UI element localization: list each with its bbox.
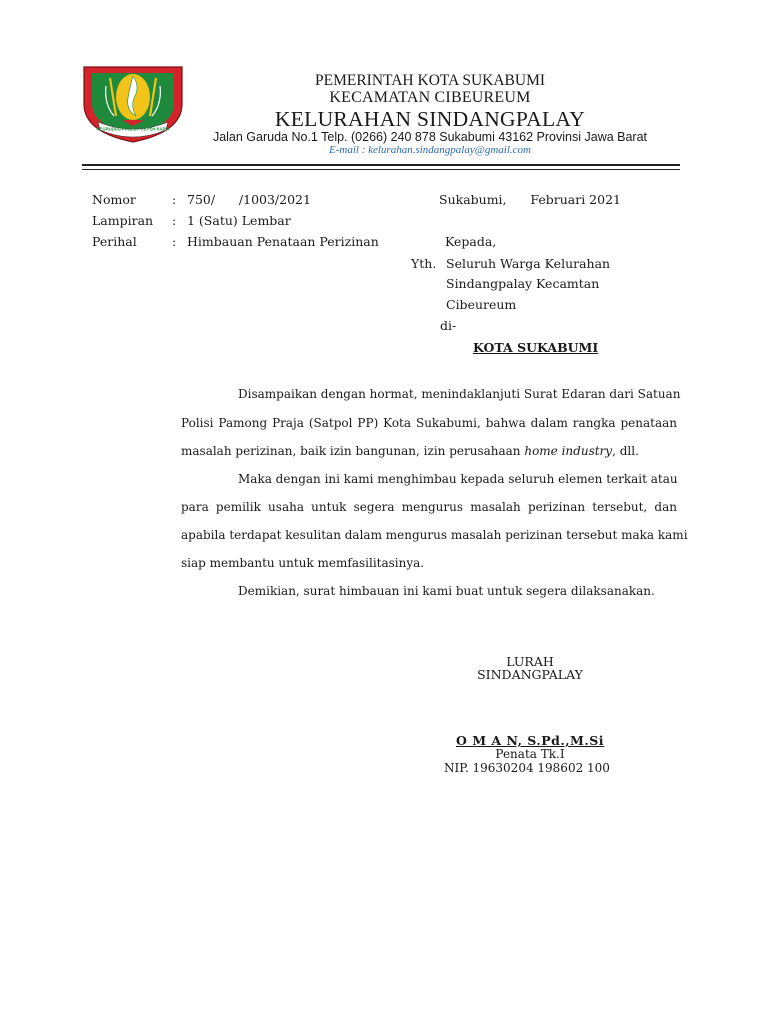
recipient-yth: Yth. <box>411 256 437 271</box>
recipient-line3: Cibeureum <box>446 297 517 312</box>
kop-line-pemerintah: PEMERINTAH KOTA SUKABUMI <box>314 72 546 89</box>
place-date: Sukabumi, Februari 2021 <box>439 192 621 207</box>
body-p1-line3 <box>181 444 639 458</box>
nomor-value: 750/ /1003/2021 <box>187 192 311 207</box>
perihal-label: Perihal <box>92 234 137 249</box>
sign-rank: Penata Tk.I <box>495 747 565 761</box>
body-p3: Demikian, surat himbauan ini kami buat untuk segera dilaksanakan. <box>238 584 655 598</box>
body-p2-line4: siap membantu untuk memfasilitasinya. <box>181 556 425 570</box>
logo-motto: REGRUDUG PAGEUH REPEH RAPIH <box>96 126 170 132</box>
recipient-line2: Sindangpalay Kecamtan <box>446 276 600 291</box>
kop-address: Jalan Garuda No.1 Telp. (0266) 240 878 Sukabumi 43162 Provinsi Jawa Barat <box>212 130 648 144</box>
kop-email: E-mail : kelurahan.sindangpalay@gmail.com <box>329 144 531 156</box>
sign-name: O M A N, S.Pd.,M.Si <box>455 733 605 748</box>
body-p1-line3-a: masalah perizinan, baik izin bangunan, izin perusahaan <box>181 444 525 458</box>
lampiran-value: 1 (Satu) Lembar <box>187 213 291 228</box>
kop-line-kecamatan: KECAMATAN CIBEUREUM <box>329 89 531 106</box>
lampiran-colon: : <box>172 213 177 228</box>
sign-title2: SINDANGPALAY <box>477 667 583 682</box>
perihal-value: Himbauan Penataan Perizinan <box>187 234 379 249</box>
body-p1-line2: Polisi Pamong Praja (Satpol PP) Kota Sukabumi, bahwa dalam rangka penataan <box>181 416 677 430</box>
body-p1-line3-italic: home industry <box>524 444 613 458</box>
lampiran-label: Lampiran <box>92 213 154 228</box>
recipient-di: di- <box>440 318 457 333</box>
body-p1-line3-c: , dll. <box>612 444 639 458</box>
recipient-line1: Seluruh Warga Kelurahan <box>446 256 611 271</box>
kop-rule-thin <box>82 169 680 170</box>
kelurahan-logo <box>80 64 186 144</box>
kop-rule-thick <box>82 164 680 166</box>
nomor-colon: : <box>172 192 177 207</box>
perihal-colon: : <box>172 234 177 249</box>
recipient-kepada: Kepada, <box>445 234 497 249</box>
recipient-city: KOTA SUKABUMI <box>473 340 599 355</box>
body-p2-line1: Maka dengan ini kami menghimbau kepada seluruh elemen terkait atau <box>238 472 678 486</box>
nomor-label: Nomor <box>92 192 136 207</box>
body-p2-line2: para pemilik usaha untuk segera mengurus masalah perizinan tersebut, dan <box>181 500 677 514</box>
kop-line-kelurahan: KELURAHAN SINDANGPALAY <box>274 107 586 131</box>
sign-nip: NIP. 19630204 198602 100 <box>444 761 610 775</box>
sign-title1: LURAH <box>506 654 554 669</box>
body-p1-line1: Disampaikan dengan hormat, menindaklanjuti Surat Edaran dari Satuan <box>238 387 681 401</box>
body-p2-line3: apabila terdapat kesulitan dalam mengurus masalah perizinan tersebut maka kami <box>181 528 688 542</box>
